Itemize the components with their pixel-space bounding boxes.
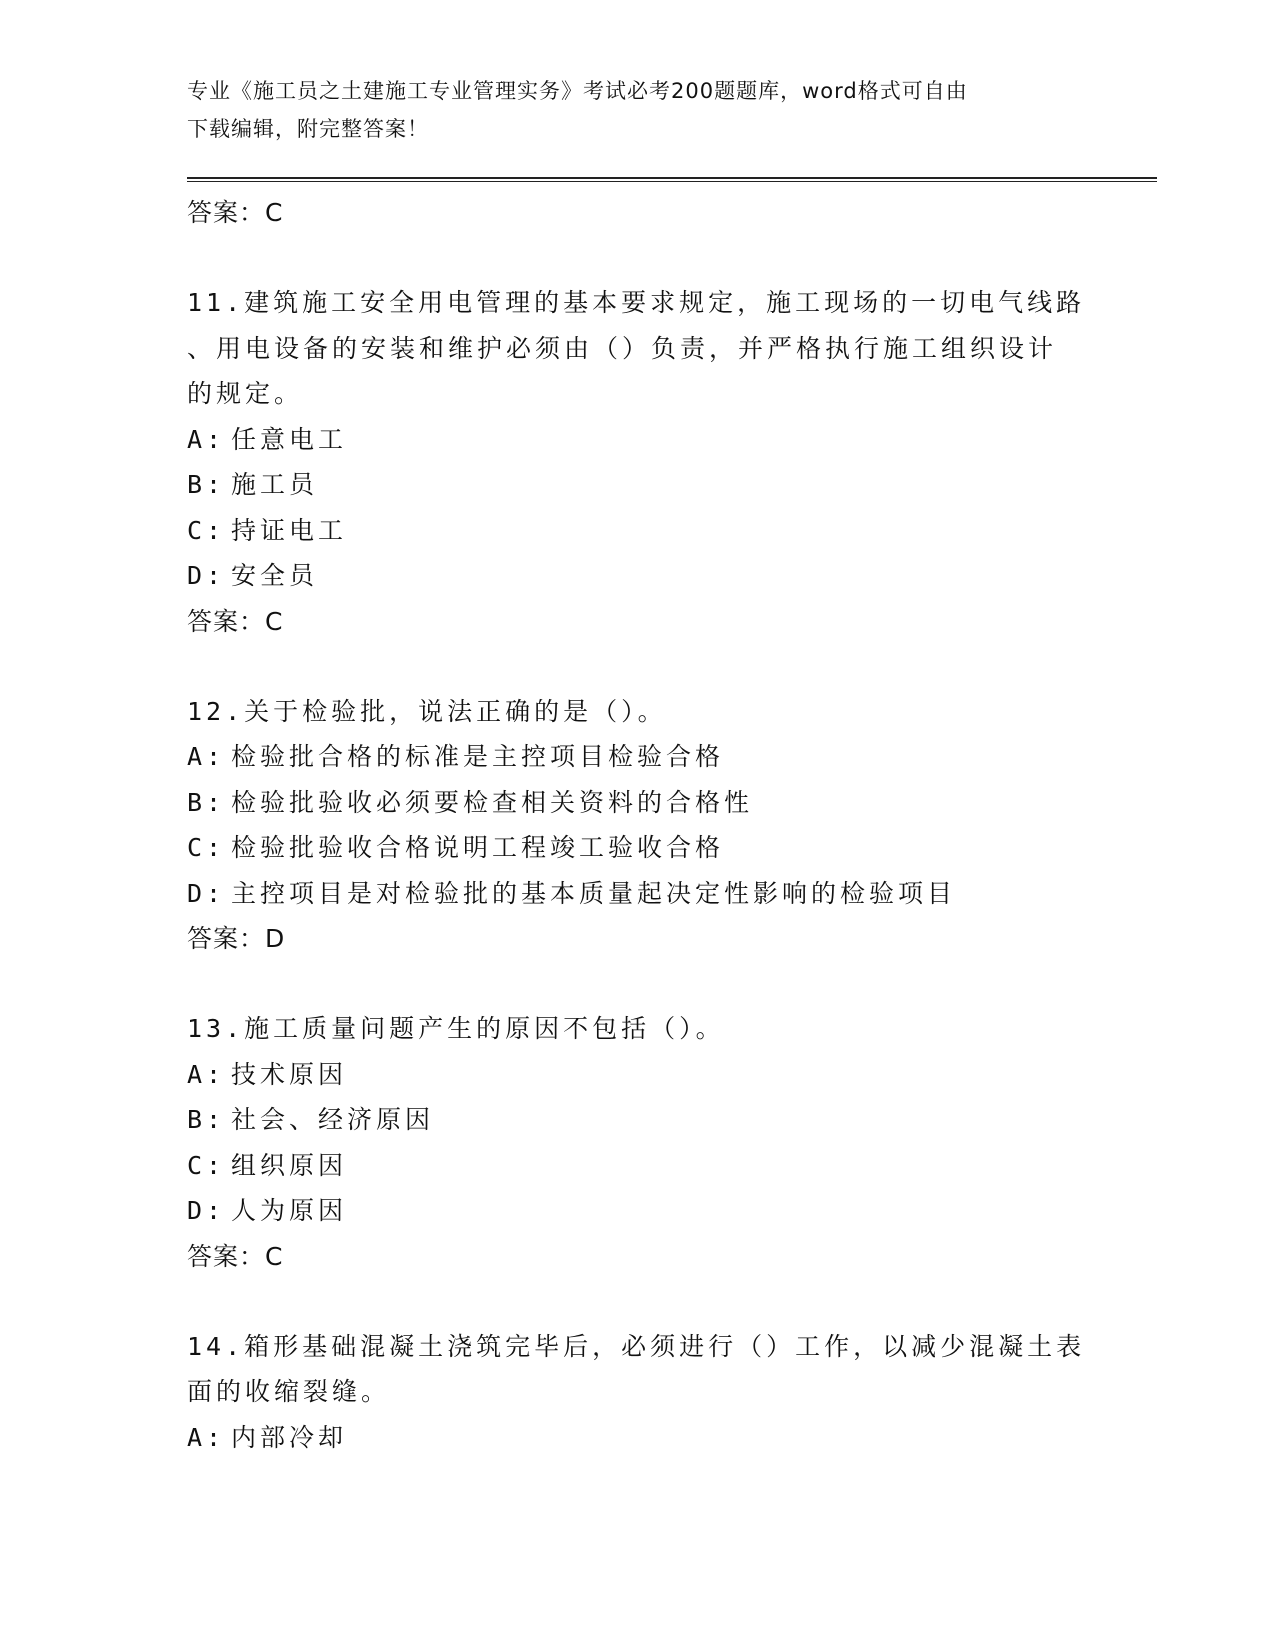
- page-header: [187, 72, 1067, 148]
- option-a: [187, 1052, 1087, 1098]
- option-text: 任意电工: [231, 424, 348, 454]
- option-b: [187, 462, 1087, 508]
- option-text: 人为原因: [231, 1196, 348, 1225]
- option-letter: A:: [187, 1422, 226, 1452]
- option-text: 检验批验收必须要检查相关资料的合格性: [231, 787, 754, 817]
- option-d: [187, 871, 1087, 917]
- question-13: [187, 1006, 1087, 1280]
- option-text: 内部冷却: [231, 1422, 348, 1452]
- option-b: [187, 1097, 1087, 1143]
- header-line-2: 下载编辑，附完整答案！: [187, 117, 429, 141]
- option-a: [187, 734, 1087, 780]
- question-text: [187, 280, 1087, 417]
- option-a: [187, 1415, 1087, 1461]
- option-c: [187, 1143, 1087, 1189]
- option-text: 安全员: [231, 561, 319, 590]
- option-a: [187, 417, 1087, 463]
- option-letter: A:: [187, 1059, 226, 1089]
- option-text: 技术原因: [231, 1059, 348, 1089]
- option-letter: C:: [187, 515, 226, 545]
- option-c: [187, 825, 1087, 871]
- option-letter: B:: [187, 1105, 226, 1134]
- question-text: [187, 689, 1087, 735]
- question-line: 11.建筑施工安全用电管理的基本要求规定，施工现场的一切电气线路: [187, 288, 1086, 317]
- option-letter: C:: [187, 1150, 226, 1180]
- option-letter: D:: [187, 1196, 226, 1225]
- question-line: 14.箱形基础混凝土浇筑完毕后，必须进行（）工作，以减少混凝土表: [187, 1331, 1086, 1361]
- option-letter: D:: [187, 878, 226, 908]
- question-11: [187, 280, 1087, 645]
- option-text: 持证电工: [231, 515, 348, 545]
- question-text: [187, 1006, 1087, 1052]
- answer-line: 答案：C: [187, 1241, 284, 1271]
- question-12: [187, 689, 1087, 963]
- answer-line: 答案：D: [187, 924, 286, 953]
- option-letter: A:: [187, 742, 226, 771]
- question-text: [187, 1324, 1087, 1415]
- document-body: [187, 190, 1087, 1460]
- question-line: 13.施工质量问题产生的原因不包括（）。: [187, 1014, 725, 1043]
- option-letter: A:: [187, 424, 226, 454]
- option-c: [187, 508, 1087, 554]
- question-line: 、用电设备的安装和维护必须由（）负责，并严格执行施工组织设计: [187, 333, 1058, 363]
- option-text: 检验批合格的标准是主控项目检验合格: [231, 742, 725, 771]
- option-letter: B:: [187, 787, 226, 817]
- option-letter: D:: [187, 561, 226, 590]
- option-d: [187, 553, 1087, 599]
- question-line: 的规定。: [187, 379, 304, 408]
- option-text: 组织原因: [231, 1150, 348, 1180]
- option-text: 社会、经济原因: [231, 1105, 435, 1134]
- question-line: 12.关于检验批，说法正确的是（）。: [187, 696, 667, 726]
- option-d: [187, 1188, 1087, 1234]
- option-text: 检验批验收合格说明工程竣工验收合格: [231, 833, 725, 862]
- option-letter: C:: [187, 833, 226, 862]
- option-b: [187, 780, 1087, 826]
- option-letter: B:: [187, 470, 226, 499]
- option-text: 主控项目是对检验批的基本质量起决定性影响的检验项目: [231, 878, 957, 908]
- header-divider: [187, 177, 1157, 182]
- header-line-1: 专业《施工员之土建施工专业管理实务》考试必考200题题库，word格式可自由: [187, 79, 968, 103]
- question-line: 面的收缩裂缝。: [187, 1377, 391, 1406]
- question-14: [187, 1324, 1087, 1461]
- answer-line: 答案：C: [187, 198, 284, 227]
- option-text: 施工员: [231, 470, 319, 499]
- answer-line: 答案：C: [187, 606, 284, 636]
